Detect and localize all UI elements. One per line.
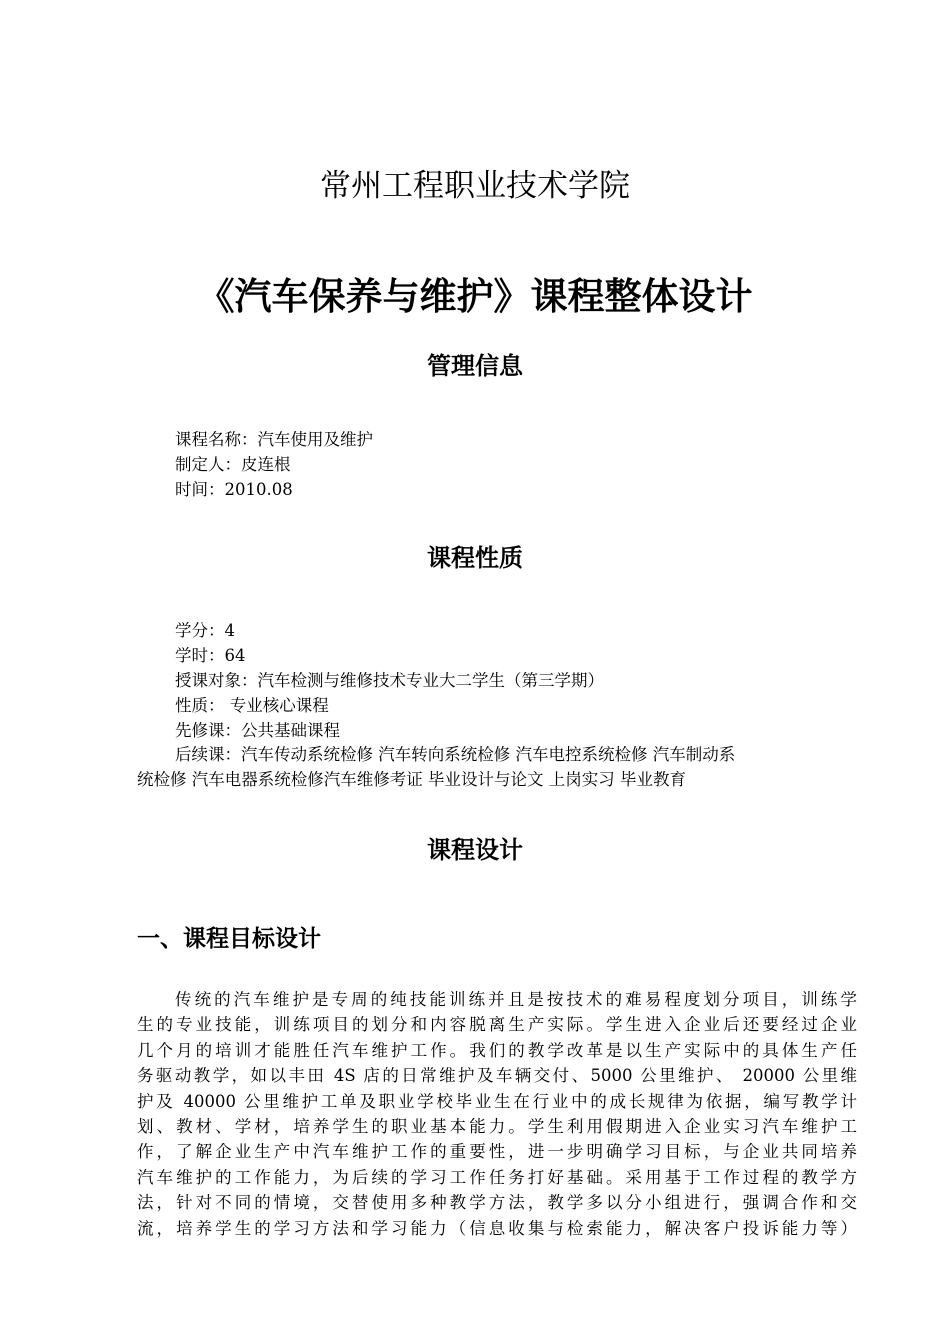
paragraph-line: 务驱动教学，如以丰田 4S 店的日常维护及车辆交付、5000 公里维护、 20000 公里维 xyxy=(137,1066,857,1086)
school-name: 常州工程职业技术学院 xyxy=(320,168,630,204)
paragraph-line: 汽车维护的工作能力，为后续的学习工作任务打好基础。采用基于工作过程的教学方 xyxy=(137,1167,857,1187)
course-design-heading: 课程设计 xyxy=(427,836,523,864)
author-line: 制定人：皮连根 xyxy=(175,455,291,474)
paragraph-line: 法，针对不同的情境，交替使用多种教学方法，教学多以分小组进行，强调合作和交 xyxy=(137,1193,857,1213)
audience-line: 授课对象：汽车检测与维修技术专业大二学生（第三学期） xyxy=(175,671,604,690)
prerequisite-line: 先修课：公共基础课程 xyxy=(175,721,340,740)
paragraph-line: 传统的汽车维护是专周的纯技能训练并且是按技术的难易程度划分项目，训练学 xyxy=(175,990,857,1009)
hours-line: 学时：64 xyxy=(175,646,246,665)
paragraph-line: 几个月的培训才能胜任汽车维护工作。我们的教学改革是以生产实际中的具体生产任 xyxy=(137,1040,857,1060)
course-name-line: 课程名称：汽车使用及维护 xyxy=(175,430,373,449)
paragraph-line: 护及 40000 公里维护工单及职业学校毕业生在行业中的成长规律为依据，编写教学计 xyxy=(137,1091,857,1111)
follow-up-courses-line-2: 统检修 汽车电器系统检修汽车维修考证 毕业设计与论文 上岗实习 毕业教育 xyxy=(137,770,686,789)
credits-line: 学分：4 xyxy=(175,621,235,640)
date-line: 时间：2010.08 xyxy=(175,480,293,499)
follow-up-courses-line-1: 后续课：汽车传动系统检修 汽车转向系统检修 汽车电控系统检修 汽车制动系 xyxy=(175,745,736,764)
follow-up-courses xyxy=(137,742,857,792)
document-title: 《汽车保养与维护》课程整体设计 xyxy=(197,275,753,318)
paragraph-line: 作，了解企业生产中汽车维护工作的重要性，进一步明确学习目标，与企业共同培养 xyxy=(137,1142,857,1162)
paragraph-line: 流，培养学生的学习方法和学习能力（信息收集与检索能力，解决客户投诉能力等） xyxy=(137,1218,857,1238)
paragraph-line: 生的专业技能，训练项目的划分和内容脱离生产实际。学生进入企业后还要经过企业 xyxy=(137,1015,857,1035)
section-1-title: 一、课程目标设计 xyxy=(137,926,321,952)
paragraph-line: 划、教材、学材，培养学生的职业基本能力。学生利用假期进入企业实习汽车维护工 xyxy=(137,1117,857,1137)
management-info-heading: 管理信息 xyxy=(427,352,523,380)
course-nature-heading: 课程性质 xyxy=(427,544,523,572)
course-type-line: 性质： 专业核心课程 xyxy=(175,696,329,715)
section-1-paragraph xyxy=(137,987,857,1241)
